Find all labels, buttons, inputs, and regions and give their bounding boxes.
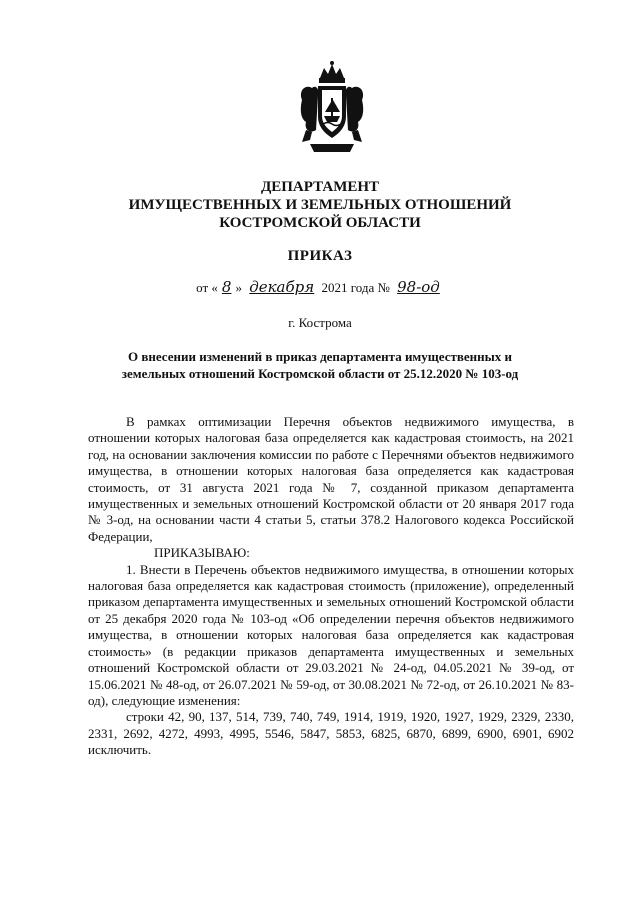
department-line-1: ДЕПАРТАМЕНТ [260,179,380,195]
department-line-2: ИМУЩЕСТВЕННЫХ И ЗЕМЕЛЬНЫХ ОТНОШЕНИЙ [128,197,512,213]
date-month: декабря [249,278,315,296]
order-subject [120,348,520,382]
clause-1-paragraph: 1. Внести в Перечень объектов недвижимого имущества, в отношении которых налоговая база определяется как кадастровая стоимость (приложение), определенный приказом департамента имущественных и земельных отношений Костромской области от 25 декабря 2020 года № 103-од «Об определении перечня объектов недвижимого имущества, в отношении которых налоговая база определяется как кадастровая стоимость» (в редакции приказов департамента имущественных и земельных отношений Костромской области от 29.03.2021 № 24-од, 04.05.2021 № 39-од, от 15.06.2021 № 48-од, от 26.07.2021 № 59-од, от 30.08.2021 № 72-од, от 26.10.2021 № 83-од), следующие изменения: [88,561,574,708]
order-word: ПРИКАЗЫВАЮ: [154,545,250,561]
department-name [0,178,640,232]
date-year-text: 2021 года № [321,280,390,295]
date-prefix: от « [196,280,218,295]
date-mid: » [235,280,242,295]
order-body [88,414,574,759]
subject-line-2: земельных отношений Костромской области от 25.12.2020 № 103-од [121,366,519,381]
subject-line-1: О внесении изменений в приказ департамента имущественных и [127,349,513,364]
department-line-3: КОСТРОМСКОЙ ОБЛАСТИ [219,215,421,231]
date-line [0,278,640,296]
document-type: ПРИКАЗ [287,248,353,264]
excluded-rows-paragraph: строки 42, 90, 137, 514, 739, 740, 749, 1914, 1919, 1920, 1927, 1929, 2329, 2330, 2331, 2692, 4272, 4993, 4995, 5546, 5847, 5853, 6825, 6870, 6899, 6900, 6901, 6902 исключить. [88,709,574,758]
city-name: г. Кострома [288,315,352,330]
coat-of-arms-emblem [296,60,368,156]
order-number: 98-од [397,278,440,296]
date-day: 8 [221,278,232,296]
preamble-paragraph: В рамках оптимизации Перечня объектов недвижимого имущества, в отношении которых налоговая база определяется как кадастровая стоимость, на 2021 год, на основании заключения комиссии по работе с Перечнями объектов недвижимого имущества, в отношении которых налоговая база определяется как кадастровая стоимость, от 31 августа 2021 года № 7, созданной приказом департамента имущественных и земельных отношений Костромской области от 20 января 2017 года № 3-од, на основании части 4 статьи 5, статьи 378.2 Налогового кодекса Российской Федерации, [88,414,574,544]
